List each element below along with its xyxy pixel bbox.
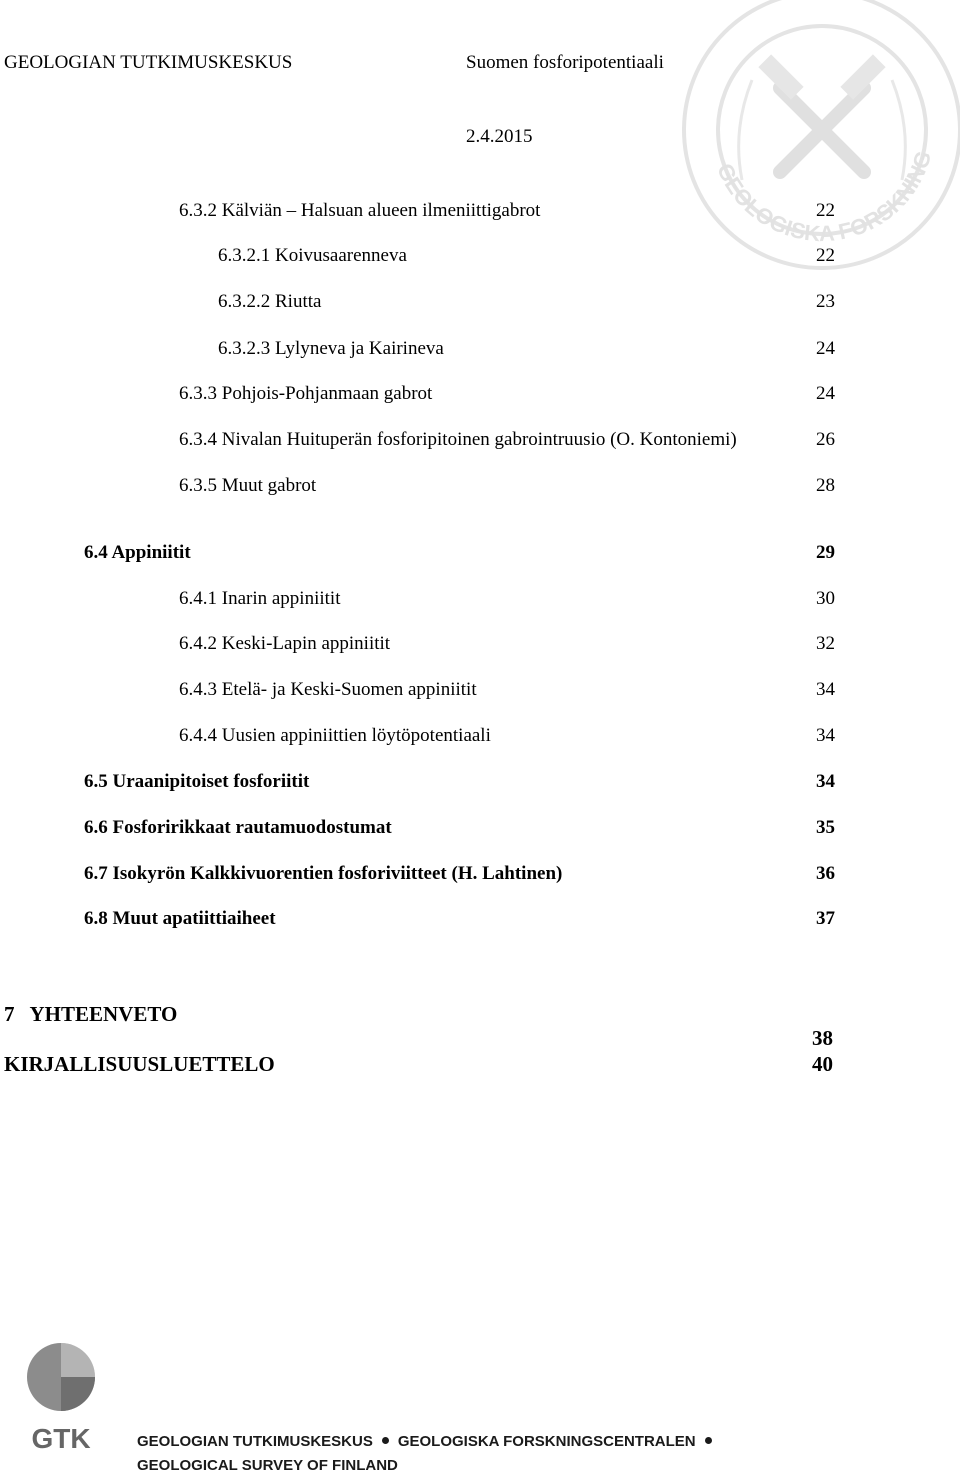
seal-text: GEOLOGISKA FORSKNING — [712, 147, 937, 247]
toc-entry[interactable] — [218, 244, 835, 268]
toc-entry-page: 34 — [816, 679, 835, 700]
header-date: 2.4.2015 — [466, 126, 533, 147]
gtk-seal-watermark — [672, 0, 960, 280]
toc-entry-page: 29 — [816, 542, 835, 563]
toc-entry[interactable] — [179, 474, 835, 498]
toc-entry-label: 6.4.4 Uusien appiniittien löytöpotentiaali — [179, 725, 491, 746]
toc-entry-label: 6.8 Muut apatiittiaiheet — [84, 908, 276, 929]
toc-entry-label: 6.3.3 Pohjois-Pohjanmaan gabrot — [179, 383, 433, 404]
toc-entry-page: 22 — [816, 200, 835, 221]
toc-entry[interactable] — [179, 199, 835, 223]
toc-entry[interactable] — [218, 290, 835, 314]
toc-entry[interactable] — [218, 337, 835, 361]
toc-entry-label: 6.3.2.1 Koivusaarenneva — [218, 245, 407, 266]
toc-entry-label: 6.3.5 Muut gabrot — [179, 475, 317, 496]
toc-entry-label: 6.4 Appiniitit — [84, 542, 191, 563]
toc-entry-label: 6.4.2 Keski-Lapin appiniitit — [179, 633, 391, 654]
toc-entry-label: 6.6 Fosforirikkaat rautamuodostumat — [84, 817, 392, 838]
bullet-separator — [382, 1437, 389, 1444]
toc-entry-page: 30 — [816, 588, 835, 609]
toc-entry[interactable] — [4, 1052, 833, 1076]
toc-entry-page: 40 — [812, 1052, 833, 1076]
toc-entry-page: 24 — [816, 338, 835, 359]
toc-entry-label: 6.5 Uraanipitoiset fosforiitit — [84, 771, 310, 792]
toc-entry-label: 7 YHTEENVETO — [4, 1002, 178, 1026]
toc-entry-page: 28 — [816, 475, 835, 496]
toc-entry-label: 6.3.2.3 Lylyneva ja Kairineva — [218, 338, 444, 359]
toc-entry-label: 6.4.3 Etelä- ja Keski-Suomen appiniitit — [179, 679, 477, 700]
footer-org-sv: GEOLOGISKA FORSKNINGSCENTRALEN — [397, 1433, 696, 1450]
bullet-separator — [705, 1437, 712, 1444]
toc-entry-page: 22 — [816, 245, 835, 266]
toc-entry-label: KIRJALLISUUSLUETTELO — [4, 1052, 275, 1076]
toc-entry-label: 6.3.2 Kälviän – Halsuan alueen ilmeniittigabrot — [179, 200, 541, 221]
toc-entry-page: 36 — [816, 863, 835, 884]
toc-entry[interactable] — [179, 382, 835, 406]
footer-org-en: GEOLOGICAL SURVEY OF FINLAND — [137, 1457, 398, 1474]
toc-entry-label: 6.7 Isokyrön Kalkkivuorentien fosforiviitteet (H. Lahtinen) — [84, 863, 563, 884]
footer-org-fi: GEOLOGIAN TUTKIMUSKESKUS — [137, 1433, 373, 1450]
toc-entry[interactable] — [179, 632, 835, 656]
toc-entry-page: 38 — [812, 1026, 833, 1050]
toc-entry[interactable] — [179, 724, 835, 748]
header-org: GEOLOGIAN TUTKIMUSKESKUS — [4, 52, 293, 73]
toc-entry-page: 37 — [816, 908, 835, 929]
toc-entry-page: 26 — [816, 429, 835, 450]
toc-entry-page: 34 — [816, 725, 835, 746]
toc-entry-page: 23 — [816, 291, 835, 312]
gtk-logo — [16, 1340, 106, 1452]
header-report-title: Suomen fosforipotentiaali — [466, 52, 664, 73]
toc-entry-page: 34 — [816, 771, 835, 792]
toc-entry-label: 6.3.2.2 Riutta — [218, 291, 322, 312]
footer-organizations — [137, 1430, 940, 1474]
toc-entry-label: 6.4.1 Inarin appiniitit — [179, 588, 341, 609]
toc-entry-label: 6.3.4 Nivalan Huituperän fosforipitoinen gabrointruusio (O. Kontoniemi) — [179, 429, 737, 450]
toc-entry[interactable] — [179, 428, 835, 452]
toc-entry[interactable] — [84, 541, 835, 565]
toc-entry-page: 35 — [816, 817, 835, 838]
toc-entry[interactable] — [179, 587, 835, 611]
toc-entry[interactable] — [84, 862, 835, 886]
toc-entry[interactable] — [4, 978, 833, 1050]
toc-entry[interactable] — [179, 678, 835, 702]
toc-entry[interactable] — [84, 816, 835, 840]
gtk-logo-text: GTK — [31, 1423, 91, 1452]
toc-entry[interactable] — [84, 770, 835, 794]
toc-entry-page: 32 — [816, 633, 835, 654]
toc-entry[interactable] — [84, 907, 835, 931]
toc-entry-page: 24 — [816, 383, 835, 404]
